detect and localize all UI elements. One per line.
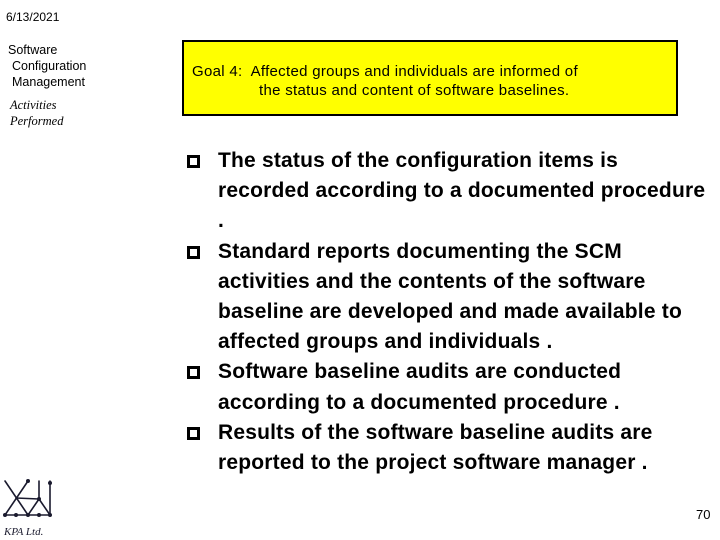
kpa-logo [2,475,56,539]
list-item [178,146,708,237]
goal-line: the status and content of software baselines. [259,82,570,99]
bullet-text: Standard reports documenting the SCM activities and the contents of the software baseline are developed and made available to affected groups and individuals . [218,239,682,354]
list-item [178,418,708,478]
subsection-title [10,97,63,129]
subsection-title-line: Activities [10,98,57,112]
bullet-text: Software baseline audits are conducted according to a documented procedure . [218,360,622,414]
list-item [178,357,708,417]
section-title-line: Management [12,75,85,89]
section-title [8,42,86,90]
hollow-square-bullet-icon [186,426,201,441]
hollow-square-bullet-icon [186,245,201,260]
hollow-square-bullet-icon [186,154,201,169]
subsection-title-line: Performed [10,114,64,128]
section-title-line: Configuration [12,59,87,73]
slide-date: 6/13/2021 [6,10,60,24]
hollow-square-bullet-icon [186,365,201,380]
goal-line: Goal 4: Affected groups and individuals are informed of [192,63,578,80]
section-title-line: Software [8,43,58,57]
bullet-text: Results of the software baseline audits are reported to the project software manager . [218,420,653,475]
bullet-text: The status of the configuration items is recorded according to a documented procedure . [218,149,706,233]
list-item [178,237,708,358]
bullet-list [178,146,708,478]
logo-text: KPA Ltd. [4,526,44,538]
goal-box [182,40,678,116]
page-number: 70 [696,507,711,522]
